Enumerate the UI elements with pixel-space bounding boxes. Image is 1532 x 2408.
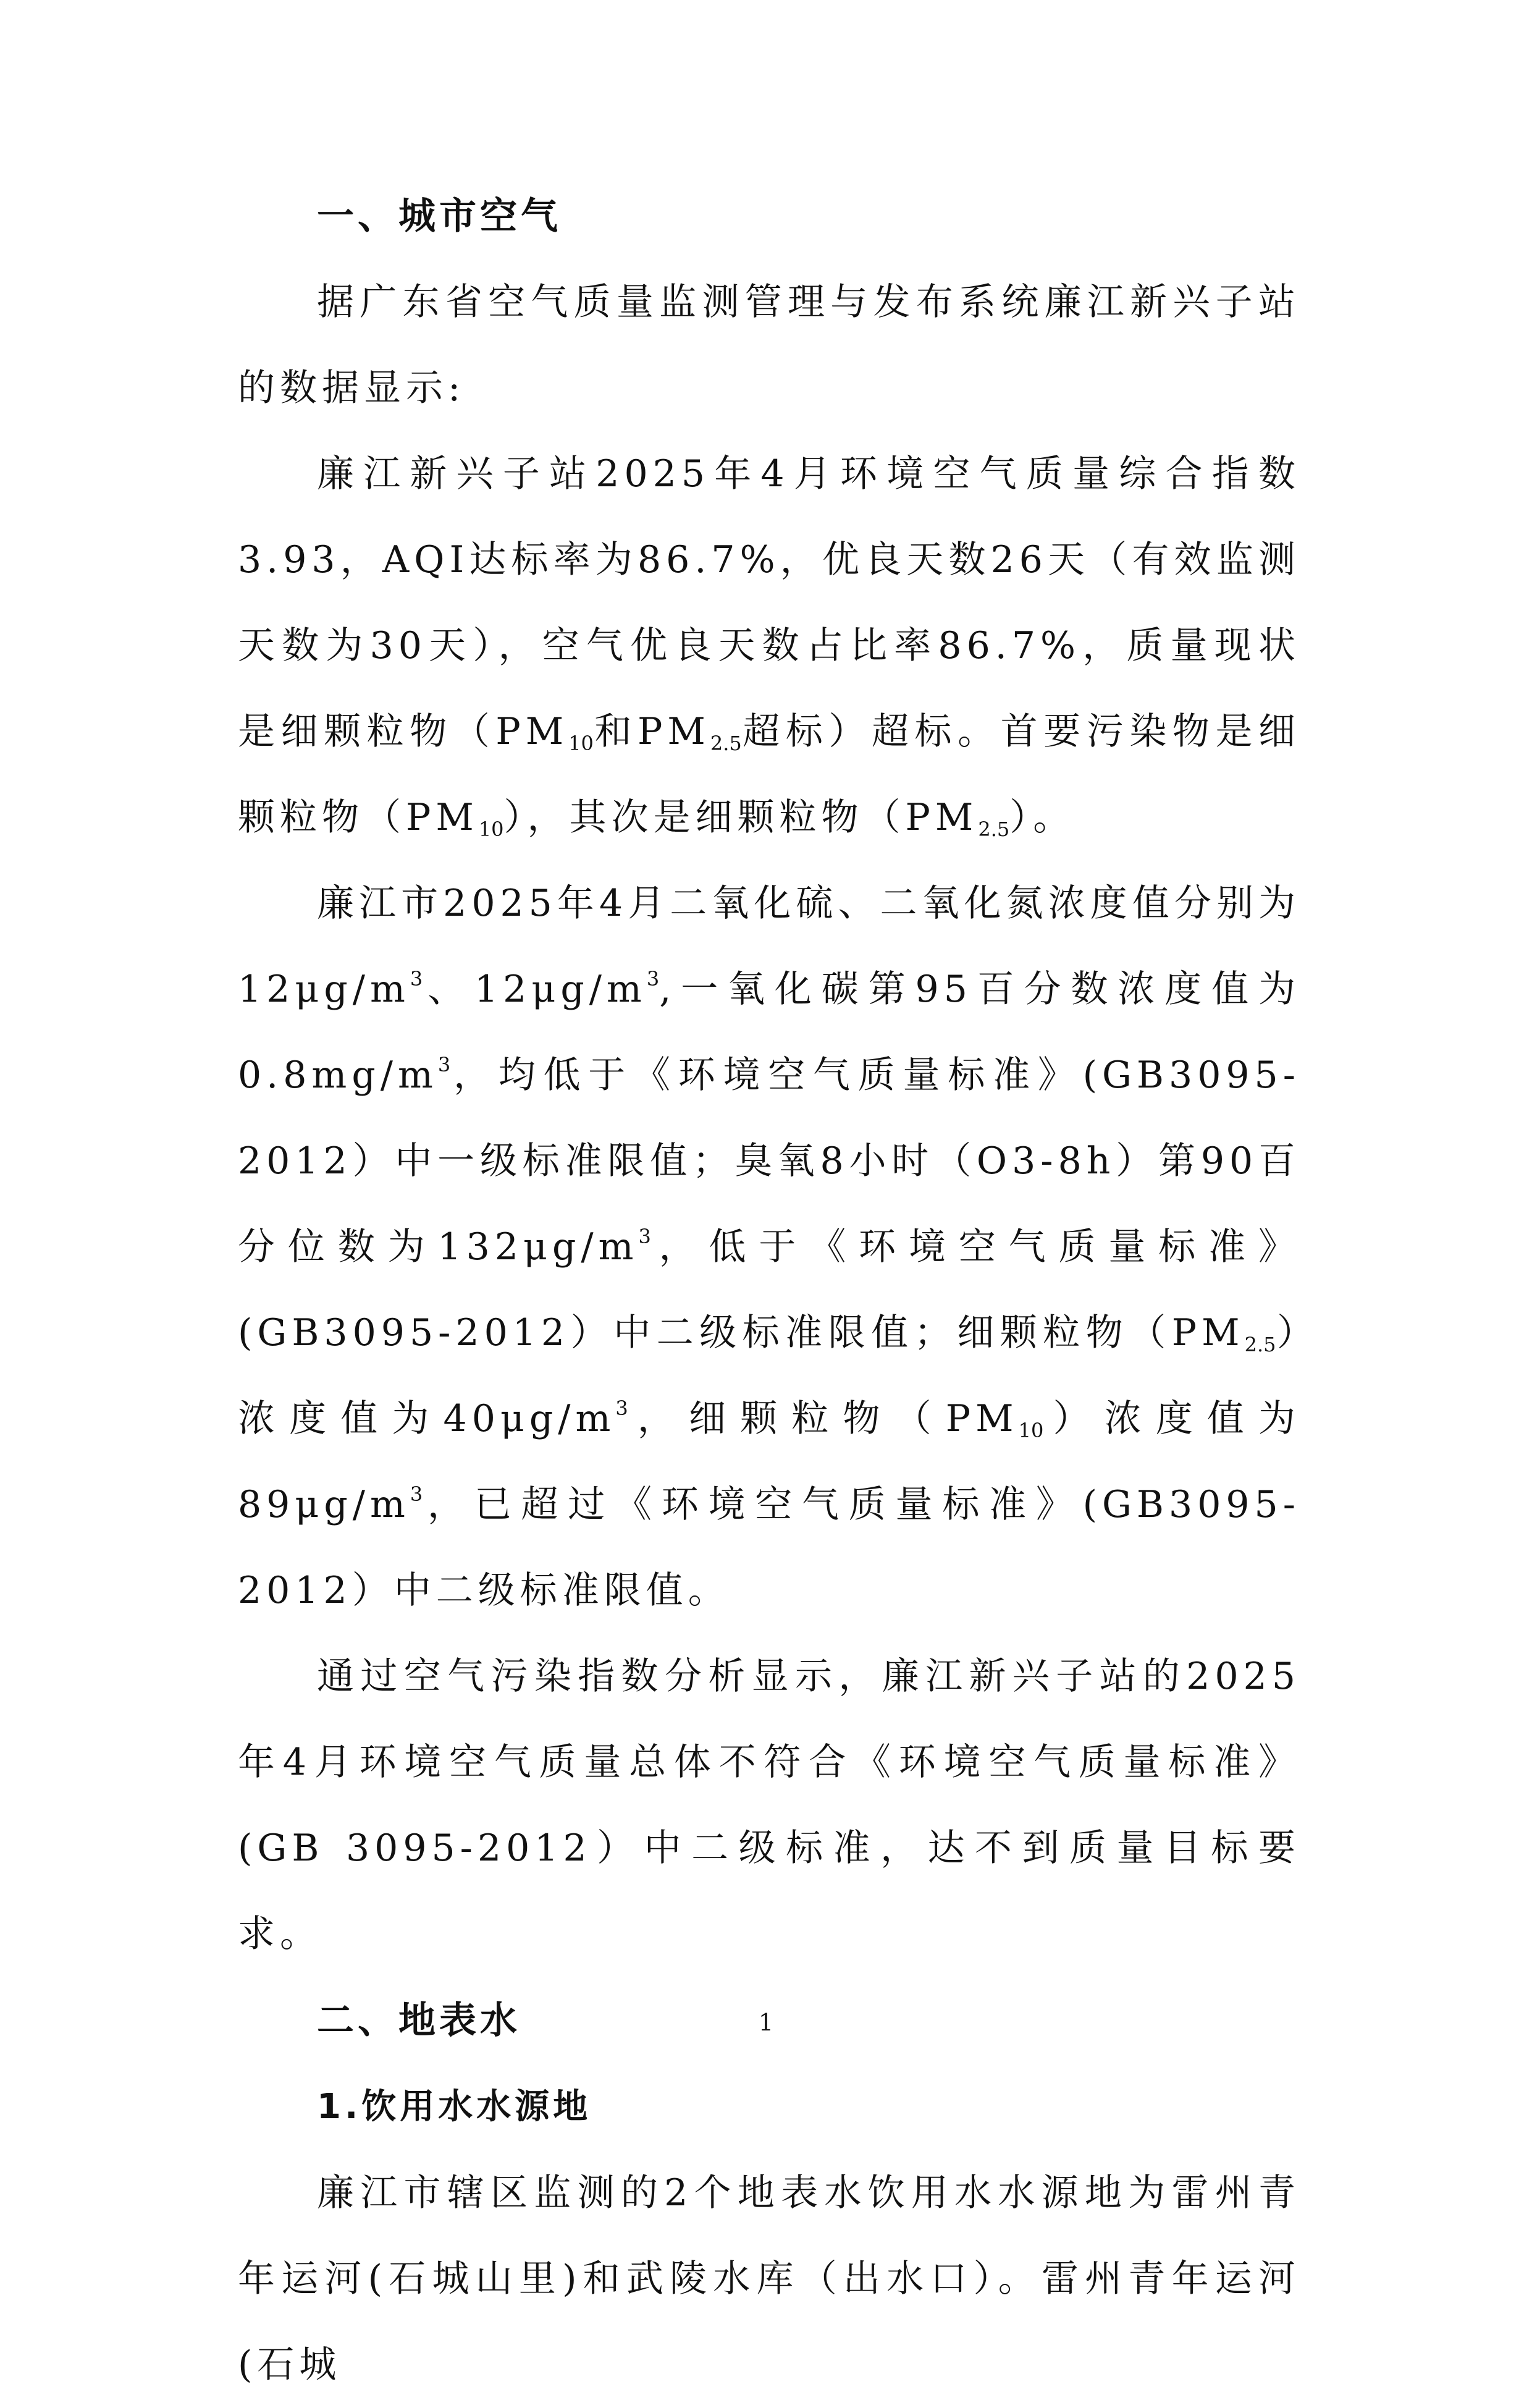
superscript: 3 bbox=[615, 1396, 628, 1420]
text-run: ，均低于《环境空气质量标准》(GB3095-2012）中一级标准限值；臭氧8小时（O3-8h）第90百分位数为132μg/m bbox=[238, 1054, 1300, 1269]
page-number: 1 bbox=[758, 2009, 774, 2036]
text-run: ）。 bbox=[1009, 796, 1075, 839]
text-run: ）浓度值为40μg/m bbox=[238, 1311, 1300, 1440]
superscript: 3 bbox=[410, 1482, 423, 1506]
text-run: ,一氧化碳第95百分数浓度值为0.8mg/m bbox=[238, 968, 1301, 1097]
document-body bbox=[238, 173, 1300, 2408]
superscript: 3 bbox=[410, 967, 423, 991]
subscript: 10 bbox=[568, 732, 594, 755]
paragraph-air-quality-index bbox=[238, 431, 1300, 861]
text-run: ，已超过《环境空气质量标准》(GB3095-2012）中二级标准限值。 bbox=[238, 1483, 1300, 1612]
subscript: 2.5 bbox=[978, 817, 1010, 841]
paragraph-air-conclusion: 通过空气污染指数分析显示，廉江新兴子站的2025年4月环境空气质量总体不符合《环境空气质量标准》(GB 3095-2012）中二级标准，达不到质量目标要求。 bbox=[238, 1655, 1300, 1956]
section-heading-surface-water: 二、地表水 bbox=[317, 1999, 521, 2042]
text-run: ）浓度值为89μg/m bbox=[238, 1397, 1300, 1526]
text-run: 超标）超标。首要污染物是细颗粒物（PM bbox=[238, 710, 1301, 839]
paragraph-pollutant-concentrations bbox=[238, 861, 1300, 1634]
paragraph-data-source: 据广东省空气质量监测管理与发布系统廉江新兴子站的数据显示: bbox=[238, 281, 1300, 410]
text-run: 和PM bbox=[593, 710, 710, 753]
subscript: 2.5 bbox=[710, 732, 742, 755]
text-run: 廉江新兴子站2025年4月环境空气质量综合指数3.93，AQI达标率为86.7%，优良天数26天（有效监测天数为30天），空气优良天数占比率86.7%，质量现状是细颗粒物（PM bbox=[238, 452, 1300, 753]
subsection-heading-drinking-water: 1.饮用水水源地 bbox=[317, 2087, 592, 2127]
text-run: 廉江市2025年4月二氧化硫、二氧化氮浓度值分别为12μg/m bbox=[238, 882, 1300, 1011]
subscript: 10 bbox=[1018, 1419, 1044, 1442]
text-run: ，低于《环境空气质量标准》(GB3095-2012）中二级标准限值；细颗粒物（PM bbox=[238, 1225, 1300, 1354]
subscript: 10 bbox=[478, 817, 504, 841]
superscript: 3 bbox=[437, 1053, 451, 1076]
section-heading-air: 一、城市空气 bbox=[317, 195, 562, 238]
superscript: 3 bbox=[638, 1225, 651, 1248]
text-run: ），其次是细颗粒物（PM bbox=[503, 796, 979, 839]
text-run: 、12μg/m bbox=[423, 968, 647, 1011]
superscript: 3 bbox=[646, 967, 660, 991]
subscript: 2.5 bbox=[1244, 1333, 1276, 1356]
text-run: ，细颗粒物（PM bbox=[628, 1397, 1019, 1440]
paragraph-drinking-water-sources: 廉江市辖区监测的2个地表水饮用水水源地为雷州青年运河(石城山里)和武陵水库（出水口）。雷州青年运河(石城 bbox=[238, 2171, 1300, 2386]
